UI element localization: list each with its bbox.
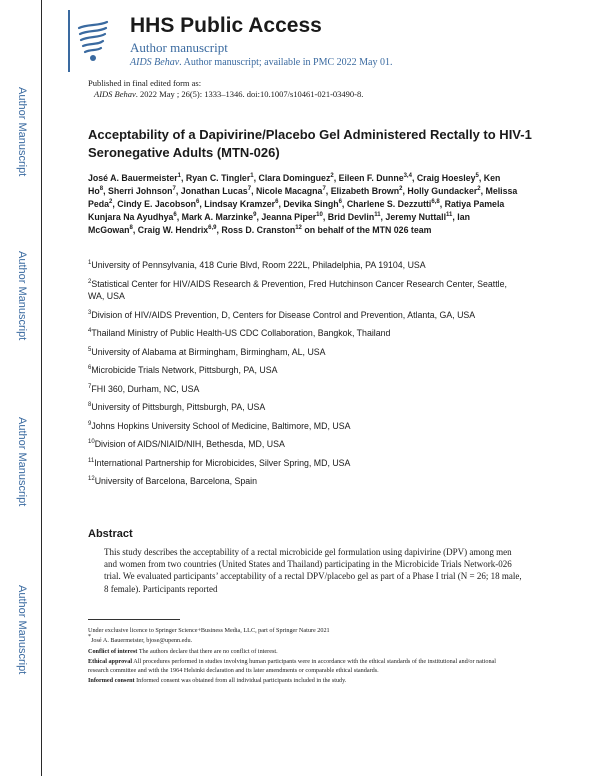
affiliation-number: 6 (88, 365, 92, 371)
coi-label: Conflict of interest (88, 647, 138, 655)
affiliation-number: 2 (88, 278, 92, 285)
hhs-public-access-title: HHS Public Access (130, 14, 322, 37)
affiliation-item (88, 364, 518, 377)
affiliation-text: University of Alabama at Birmingham, Birmingham, AL, USA (91, 346, 326, 357)
author-name: Jeanna Piper (261, 212, 317, 222)
sidebar-author-manuscript-label: Author Manuscript (16, 251, 28, 341)
author-affiliation-mark: 8 (129, 225, 133, 231)
affiliation-item (88, 383, 518, 396)
publication-info (88, 78, 363, 100)
author-name: Cindy E. Jacobson (117, 199, 196, 209)
ethics-label: Ethical approval (88, 657, 133, 665)
author-name: Brid Devlin (327, 212, 375, 222)
author-affiliation-mark: 11 (446, 212, 453, 218)
author-manuscript-subtitle: Author manuscript (130, 40, 228, 55)
author-name: Nicole Macagna (255, 186, 323, 196)
author-list: José A. Bauermeister$^1$, Ryan C. Tingler$^1$, Clara Dominguez$^2$, Eileen F. Dunne$^{3,4}$, Craig Hoesley$^5$, Ken Ho$^8$, Sherri Johnson$^7$, Jonathan Lucas$^7$, Nicole Macagna$^7$, Elizabeth Brown$^2$, Holly Gundacker$^2$, Melissa Peda$^2$, Cindy E. Jacobson$^6$, Lindsay Kramzer$^6$, Devika Singh$^6$, Charlene S. Dezzutti$^{6,8}$, Ratiya Pamela Kunjara Na Ayudhya$^6$, Mark A. Marzinke$^9$, Jeanna Piper$^{10}$, Brid Devlin$^{11}$, Jeremy Nuttall$^{11}$, Ian McGowan$^8$, Craig W. Hendrix$^{6,9}$, Ross D. Cranston$^{12}$ on behalf of the MTN 026 team (88, 173, 518, 235)
affiliation-number: 10 (88, 439, 95, 445)
article-title: Acceptability of a Dapivirine/Placebo Gel Administered Rectally to HIV-1 Seronegative Adults (MTN-026) (88, 127, 532, 160)
author-affiliation-mark: 7 (322, 186, 326, 192)
author-name: Clara Dominguez (258, 173, 331, 183)
affiliation-item (88, 346, 518, 359)
author-name: Craig W. Hendrix (137, 225, 209, 235)
affiliation-number: 4 (88, 328, 92, 334)
affiliation-text: University of Pittsburgh, Pittsburgh, PA, USA (91, 402, 266, 412)
affiliation-text: Johns Hopkins University School of Medicine, Baltimore, MD, USA (91, 420, 351, 431)
affiliation-text: FHI 360, Durham, NC, USA (91, 383, 200, 394)
affiliation-item (88, 457, 518, 470)
author-affiliation-mark: 6,9 (208, 225, 217, 231)
author-affiliation-mark: 10 (316, 212, 323, 218)
affiliation-number: 11 (88, 457, 95, 464)
abstract-heading: Abstract (88, 528, 133, 540)
affiliation-number: 12 (88, 476, 95, 482)
hhs-eagle-logo-icon (75, 18, 111, 64)
author-affiliation-mark: 1 (250, 173, 254, 179)
affiliation-list (88, 259, 518, 494)
affiliation-item (88, 420, 518, 433)
correspondence-note (88, 634, 518, 646)
ethics-note (88, 658, 518, 676)
author-name: Ian McGowan (88, 212, 470, 235)
affiliation-number: 9 (88, 420, 92, 427)
author-name: Jeremy Nuttall (385, 212, 447, 222)
affiliation-number: 1 (88, 260, 92, 266)
published-label: Published in final edited form as: (88, 78, 202, 88)
availability-text: . Author manuscript; available in PMC 2022 May 01. (179, 57, 393, 68)
author-group-suffix: on behalf of the MTN 026 team (304, 225, 432, 235)
author-name: José A. Bauermeister (88, 173, 178, 183)
affiliation-item (88, 278, 518, 303)
author-name: Devika Singh (283, 199, 339, 209)
author-name: Mark A. Marzinke (181, 212, 254, 222)
citation-line (88, 89, 363, 100)
affiliation-item (88, 309, 518, 322)
author-name: Holly Gundacker (407, 186, 478, 196)
author-affiliation-mark: 2 (477, 186, 481, 192)
author-affiliation-mark: 8 (99, 186, 104, 192)
author-name: Charlene S. Dezzutti (346, 199, 432, 209)
consent-note (88, 677, 518, 686)
affiliation-number: 7 (88, 383, 92, 390)
author-affiliation-mark: 1 (177, 173, 181, 179)
author-name: Craig Hoesley (416, 173, 476, 183)
affiliation-number: 8 (88, 402, 92, 408)
ethics-text: All procedures performed in studies involving human participants were in accordance with the ethical standards of the institutional and/or national research committee and with the 1964 Helsinki declaration and its later amendments or comparable ethical standards. (88, 657, 497, 674)
footnote-divider (88, 619, 180, 620)
author-affiliation-mark: 6,8 (431, 199, 440, 205)
author-affiliation-mark: 2 (399, 186, 403, 192)
author-name: Ratiya Pamela Kunjara Na Ayudhya (88, 199, 505, 222)
correspondence-mark: * (88, 634, 91, 641)
abstract-text: This study describes the acceptability of a rectal microbicide gel formulation using dapivirine (DPV) among men and women from two countries (United States and Thailand) participating in the Microbicide Trials Network-026 trial. We evaluated participants’ acceptability of a rectal DPV/placebo gel as part of a Phase I trial (N = 26; 18 male, 8 female). Participants reported (104, 547, 522, 594)
affiliation-text: Division of HIV/AIDS Prevention, D, Centers for Disease Control and Prevention, Atlanta, GA, USA (91, 309, 476, 320)
author-affiliation-mark: 6 (195, 199, 200, 205)
affiliation-text: University of Barcelona, Barcelona, Spain (94, 476, 258, 486)
affiliation-item (88, 475, 518, 488)
author-name: Sherri Johnson (107, 186, 173, 196)
affiliation-text: International Partnership for Microbicides, Silver Spring, MD, USA (94, 457, 351, 468)
sidebar-author-manuscript-label: Author Manuscript (16, 585, 28, 675)
footnotes (88, 627, 518, 687)
author-affiliation-mark: 6 (275, 199, 279, 205)
header-rule (68, 10, 70, 72)
availability-line (130, 57, 392, 68)
author-affiliation-mark: 12 (295, 225, 302, 231)
author-affiliation-mark: 7 (247, 186, 252, 192)
author-name: Ryan C. Tingler (185, 173, 251, 183)
license-note: Under exclusive licence to Springer Science+Business Media, LLC, part of Springer Nature 2021 (88, 627, 330, 634)
affiliation-text: Microbicide Trials Network, Pittsburgh, PA, USA (91, 365, 278, 375)
author-name: Melissa Peda (88, 186, 518, 209)
affiliation-number: 5 (88, 346, 92, 353)
author-name: Ken Ho (88, 173, 501, 196)
correspondence-text: José A. Bauermeister, bjose@upenn.edu. (91, 637, 193, 645)
author-name: Elizabeth Brown (330, 186, 400, 196)
author-affiliation-mark: 11 (374, 212, 381, 218)
author-name: Ross D. Cranston (221, 225, 296, 235)
author-affiliation-mark: 7 (172, 186, 176, 192)
journal-name: AIDS Behav (130, 57, 180, 68)
coi-note (88, 648, 518, 657)
sidebar-author-manuscript-label: Author Manuscript (16, 87, 28, 177)
author-affiliation-mark: 3,4 (403, 173, 412, 179)
citation-journal: AIDS Behav (94, 89, 136, 99)
author-affiliation-mark: 2 (109, 199, 113, 205)
sidebar-author-manuscript-label: Author Manuscript (16, 417, 28, 507)
coi-text: The authors declare that there are no conflict of interest. (138, 647, 278, 655)
author-affiliation-mark: 6 (338, 199, 342, 205)
author-affiliation-mark: 9 (253, 212, 257, 218)
affiliation-text: University of Pennsylvania, 418 Curie Blvd, Room 222L, Philadelphia, PA 19104, USA (91, 260, 426, 270)
affiliation-item (88, 327, 518, 340)
citation-details: . 2022 May ; 26(5): 1333–1346. doi:10.1007/s10461-021-03490-8. (135, 89, 364, 99)
author-name: Lindsay Kramzer (204, 199, 276, 209)
author-affiliation-mark: 6 (173, 212, 177, 218)
consent-text: Informed consent was obtained from all individual participants included in the study. (136, 676, 347, 684)
affiliation-text: Thailand Ministry of Public Health-US CDC Collaboration, Bangkok, Thailand (91, 328, 391, 338)
author-affiliation-mark: 5 (475, 173, 479, 179)
sidebar-divider (41, 0, 42, 776)
affiliation-text: Division of AIDS/NIAID/NIH, Bethesda, MD, USA (94, 439, 285, 449)
author-affiliation-mark: 2 (330, 173, 334, 179)
consent-label: Informed consent (88, 676, 135, 684)
author-name: Jonathan Lucas (180, 186, 248, 196)
affiliation-item (88, 401, 518, 414)
author-name: Eileen F. Dunne (338, 173, 404, 183)
affiliation-number: 3 (88, 309, 92, 316)
affiliation-text: Statistical Center for HIV/AIDS Research & Prevention, Fred Hutchinson Cancer Research Center, Seattle, WA, USA (88, 278, 507, 301)
affiliation-item (88, 438, 518, 451)
affiliation-item (88, 259, 518, 272)
